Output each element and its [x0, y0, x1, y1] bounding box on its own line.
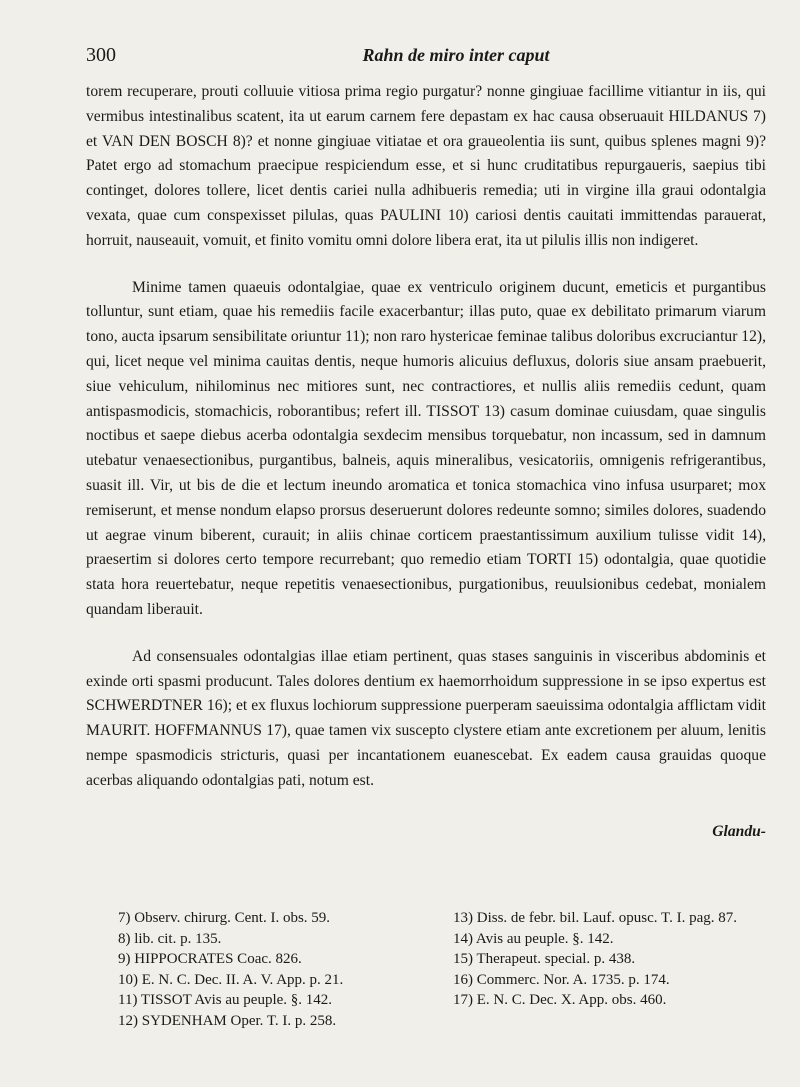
footnote: 16) Commerc. Nor. A. 1735. p. 174. — [453, 971, 670, 988]
running-header — [86, 44, 766, 70]
paragraph-2: Minime tamen quaeuis odontalgiae, quae ex ventriculo originem ducunt, emeticis et purgantibus tolluntur, sunt etiam, quae his remediis facile exacerbantur; illas puto, quae ex debilitato primarum viarum tono, aucta ipsarum sensibilitate oriuntur 11); non raro hystericae feminae talibus doloribus excruciantur 12), qui, licet neque vel minima cauitas dentis, neque humoris alicuius defluxus, doloris siue ansam praebuerit, siue vehiculum, nihilominus nec mitiores sunt, nec contractiores, et nullis aliis remediis cedunt, quam antispasmodicis, stomachicis, roborantibus; refert ill. TISSOT 13) casum dominae cuiusdam, quae singulis noctibus et saepe diebus acerba odontalgia sexdecim mensibus torquebatur, non incassum, sed in damnum utebatur venaesectionibus, purgantibus, balneis, aquis mineralibus, vesicatoriis, omnigenis refrigerantibus, suasit ill. Vir, ut bis de die et lectum ineundo aromatica et tonica stomachica vino infusa usurparet; mox remiserunt, et mense nondum elapso prorsus deseruerunt dolores redeunte somno; similes dolores, suadendo ut aegrae vinum biberent, curauit; in aliis chinae corticem praestantissimum auxilium tulisse vidit 14), praesertim si dolores certo tempore recurrebant; quo remedio etiam TORTI 15) odontalgia, quae quotidie stata hora reuertebatur, neque repetitis venaesectionibus, purgationibus, reuulsionibus cedebat, monialem quandam liberauit. — [86, 278, 766, 618]
main-text — [86, 80, 766, 844]
footnote: 12) SYDENHAM Oper. T. I. p. 258. — [118, 1012, 337, 1029]
catchword: Glandu- — [712, 822, 766, 840]
footnotes — [118, 908, 770, 1031]
paragraph-3: Ad consensuales odontalgias illae etiam pertinent, quas stases sanguinis in visceribus abdominis et exinde orti spasmi producunt. Tales dolores dentium ex haemorrhoidum suppressione in se ipso expertus est SCHWERDTNER 16); et ex fluxus lochiorum suppressione puerperam saeuissima odontalgia afflictam vidit MAURIT. HOFFMANNUS 17), quae tamen vix suscepto clystere etiam ante excretionem per aluum, lenitis nempe spasmodicis stricturis, quasi per incantationem euanescebat. Ex eadem causa grauidas quoque acerbas aliquando odontalgias pati, notum est. — [86, 647, 766, 789]
footnote: 17) E. N. C. Dec. X. App. obs. 460. — [453, 992, 667, 1008]
footnote: 14) Avis au peuple. §. 142. — [453, 930, 614, 947]
footnote: 13) Diss. de febr. bil. Lauf. opusc. T. I. pag. 87. — [453, 910, 737, 926]
footnote: 7) Observ. chirurg. Cent. I. obs. 59. — [118, 910, 331, 926]
footnote: 10) E. N. C. Dec. II. A. V. App. p. 21. — [118, 971, 344, 988]
footnote: 9) HIPPOCRATES Coac. 826. — [118, 951, 302, 967]
paragraph-1: torem recuperare, prouti colluuie vitiosa prima regio purgatur? nonne gingiuae facillime vitiantur in iis, qui vermibus intestinalibus scatent, ita ut earum carnem fere depastam ex hac causa obseruauit HILDANUS 7) et VAN DEN BOSCH 8)? et nonne gingiuae vitiatae et ora graueolentia iis sunt, quibus splenes magni 9)? Patet ergo ad stomachum praecipue respiciendum esse, et si hunc cruditatibus repurgaueris, saepius tibi continget, dolores tollere, licet dentis cariei nulla adhibueris remedia; uti in virgine illa graui odontalgia vexata, quae cum conspexisset pilulas, quas PAULINI 10) cariosi dentis cauitati immittendas parauerat, horruit, nauseauit, vomuit, et finito vomitu omni dolore libera erat, ita ut pilulis illis non indigeret. — [86, 83, 766, 249]
page-number: 300 — [86, 44, 116, 66]
footnotes-left-column — [118, 908, 435, 1031]
running-title: Rahn de miro inter caput — [362, 45, 550, 65]
footnote: 11) TISSOT Avis au peuple. §. 142. — [118, 992, 333, 1008]
footnotes-right-column — [453, 908, 770, 1031]
footnote: 15) Therapeut. special. p. 438. — [453, 951, 636, 967]
footnote: 8) lib. cit. p. 135. — [118, 930, 222, 947]
